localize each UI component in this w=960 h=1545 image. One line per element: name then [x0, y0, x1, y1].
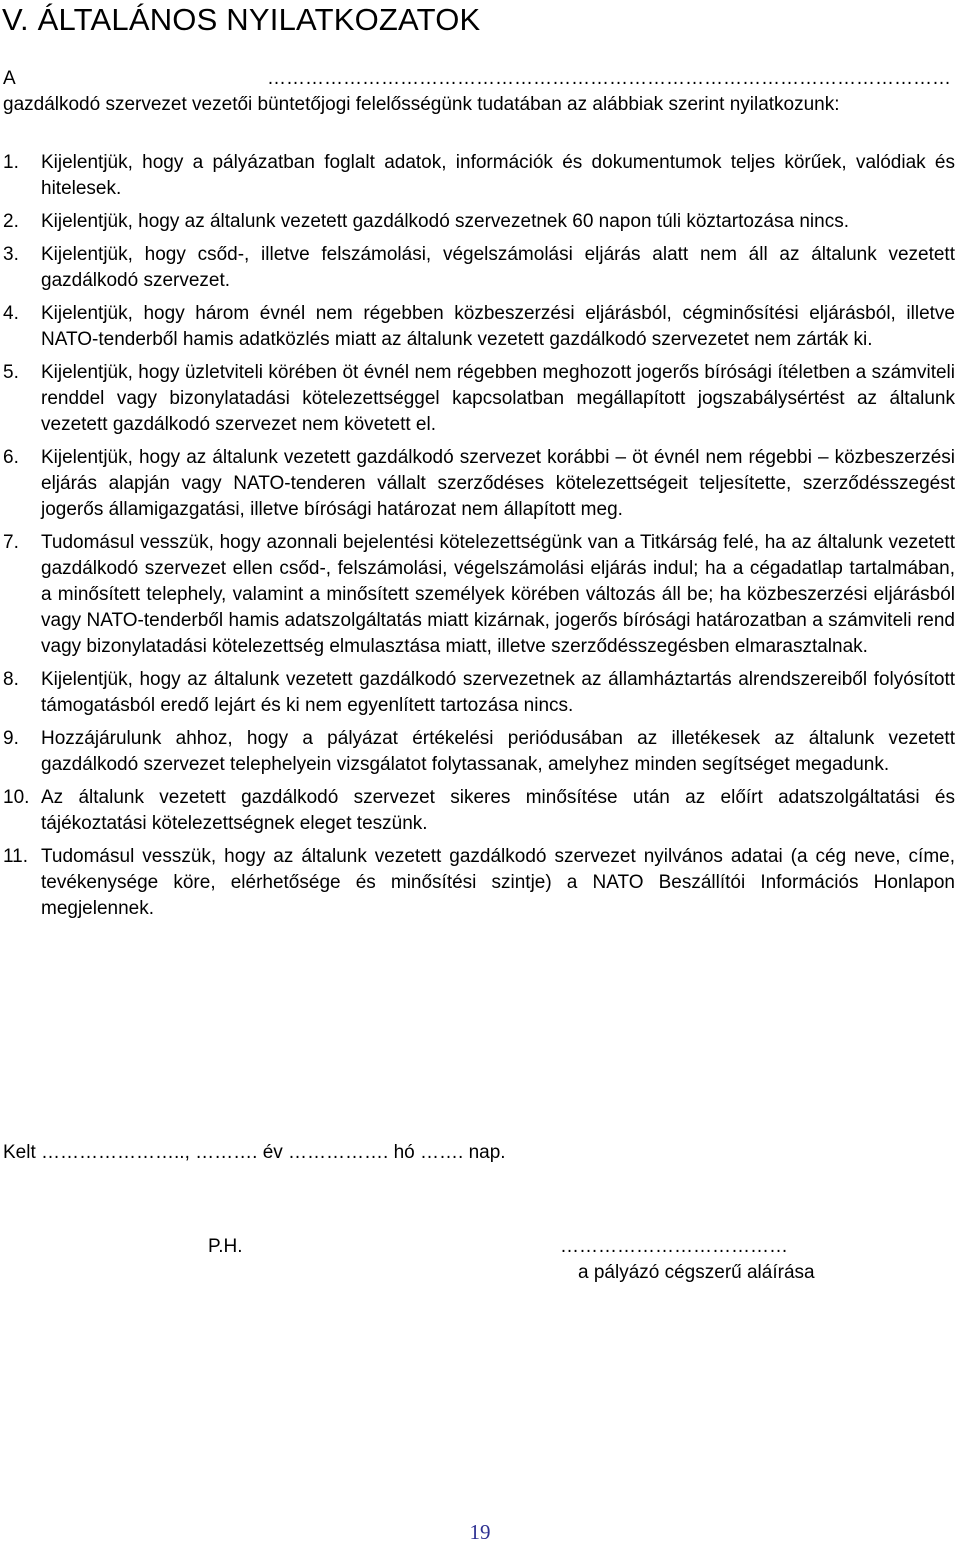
- declaration-item-1: [3, 150, 955, 202]
- declaration-number: 1.: [3, 152, 19, 173]
- page-number: 19: [469, 1520, 491, 1544]
- declaration-item-4: [3, 301, 955, 353]
- declaration-number: 3.: [3, 244, 19, 265]
- declaration-text: Kijelentjük, hogy üzletviteli körében öt évnél nem régebben meghozott jogerős bírósági ítéletben a számviteli renddel vagy bizonylatadási kötelezettséggel kapcsolatban megállapított jogszabálysértést az általunk vezetett gazdálkodó szervezet nem követett el.: [41, 362, 955, 435]
- signature-line: ………………………………: [560, 1236, 788, 1257]
- declaration-number: 6.: [3, 447, 19, 468]
- declaration-text: Kijelentjük, hogy a pályázatban foglalt adatok, információk és dokumentumok teljes körűek, valódiak és hitelesek.: [41, 152, 955, 199]
- page-title: V. ÁLTALÁNOS NYILATKOZATOK: [2, 2, 481, 37]
- declaration-number: 11.: [3, 846, 29, 867]
- signature-block: [560, 1234, 880, 1286]
- declaration-item-10: [3, 785, 955, 837]
- declaration-number: 9.: [3, 728, 19, 749]
- company-name-blank: ………………………………………………………………………………………………: [267, 68, 951, 89]
- declaration-text: Kijelentjük, hogy az általunk vezetett gazdálkodó szervezetnek 60 napon túli köztartozása nincs.: [41, 211, 849, 232]
- declaration-text: Az általunk vezetett gazdálkodó szervezet sikeres minősítése után az előírt adatszolgáltatási és tájékoztatási kötelezettségnek eleget teszünk.: [41, 787, 955, 834]
- declaration-text: Tudomásul vesszük, hogy az általunk vezetett gazdálkodó szervezet nyilvános adatai (a cég neve, címe, tevékenysége köre, elérhetősége és minősítési szintje) a NATO Beszállítói Információs Honlapon megjelennek.: [41, 846, 955, 919]
- declaration-text: Hozzájárulunk ahhoz, hogy a pályázat értékelési periódusában az illetékesek az általunk vezetett gazdálkodó szervezet telephelyein vizsgálatot folytassanak, amelyhez minden segítséget megadunk.: [41, 728, 955, 775]
- intro-text: gazdálkodó szervezet vezetői büntetőjogi felelősségünk tudatában az alábbiak szerint nyilatkozunk:: [3, 94, 840, 115]
- declaration-number: 5.: [3, 362, 19, 383]
- declaration-text: Kijelentjük, hogy három évnél nem régebben közbeszerzési eljárásból, cégminősítési eljárásból, illetve NATO-tenderből hamis adatközlés miatt az általunk vezetett gazdálkodó szervezetet nem zárták ki.: [41, 303, 955, 350]
- declaration-number: 2.: [3, 211, 19, 232]
- date-line: Kelt ………………….., ………. év ……………. hó ……. nap.: [3, 1142, 506, 1163]
- declaration-text: Kijelentjük, hogy az általunk vezetett gazdálkodó szervezetnek az államháztartás alrendszereiből folyósított támogatásból eredő lejárt és ki nem egyenlített tartozása nincs.: [41, 669, 955, 716]
- declaration-number: 8.: [3, 669, 19, 690]
- declaration-number: 4.: [3, 303, 19, 324]
- declaration-number: 10.: [3, 787, 30, 808]
- declaration-item-7: [3, 530, 955, 660]
- declaration-text: Kijelentjük, hogy az általunk vezetett gazdálkodó szervezet korábbi – öt évnél nem régebbi – közbeszerzési eljárás alapján vagy NATO-tenderen vállalt szerződéses kötelezettségeit teljesítette, szerződésszegést jogerős államigazgatási, illetve bírósági határozat nem állapított meg.: [41, 447, 955, 520]
- declaration-item-5: [3, 360, 955, 438]
- intro-first-line: [3, 66, 955, 92]
- intro-statement: [3, 66, 955, 118]
- declarations-list: [3, 150, 955, 929]
- declaration-item-9: [3, 726, 955, 778]
- intro-prefix: A: [3, 68, 16, 89]
- declaration-item-11: [3, 844, 955, 922]
- declaration-item-3: [3, 242, 955, 294]
- declaration-item-2: [3, 209, 955, 235]
- declaration-text: Kijelentjük, hogy csőd-, illetve felszámolási, végelszámolási eljárás alatt nem áll az általunk vezetett gazdálkodó szervezet.: [41, 244, 955, 291]
- declaration-item-8: [3, 667, 955, 719]
- declaration-number: 7.: [3, 532, 19, 553]
- stamp-placeholder: P.H.: [208, 1236, 243, 1257]
- signature-label: a pályázó cégszerű aláírása: [578, 1262, 815, 1283]
- declaration-text: Tudomásul vesszük, hogy azonnali bejelentési kötelezettségünk van a Titkárság felé, ha az általunk vezetett gazdálkodó szervezet ellen csőd-, felszámolási, végelszámolási eljárás indul; ha a cégadatlap tartalmában, a minősített telephely, valamint a minősített személyek körében változás áll be; ha közbeszerzési eljárásból vagy NATO-tenderből hamis adatszolgáltatás miatt kizárnak, jogerős bírósági határozatban a számviteli rend vagy bizonylatadási kötelezettség elmulasztása miatt, illetve szerződésszegésben elmarasztalnak.: [41, 532, 955, 657]
- declaration-item-6: [3, 445, 955, 523]
